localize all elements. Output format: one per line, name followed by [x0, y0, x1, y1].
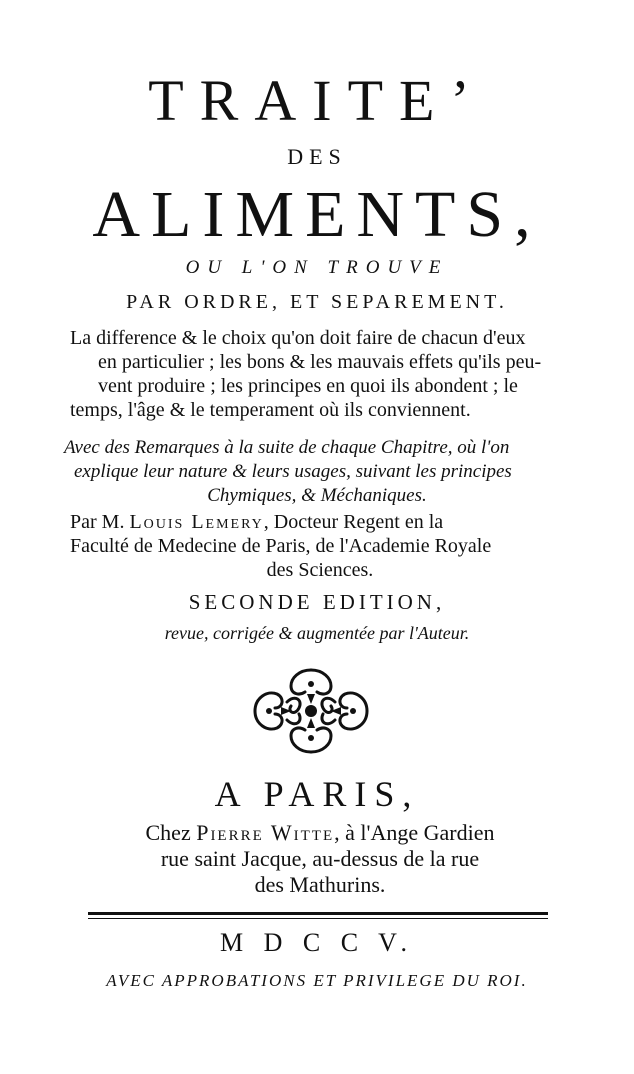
author-block	[70, 510, 570, 582]
remarks-line-1: Avec des Remarques à la suite de chaque Chapitre, où l'on	[64, 437, 510, 458]
author-name: Louis Lemery	[129, 511, 264, 533]
imprint-printer-name: Pierre Witte	[196, 820, 335, 845]
publication-year: M D C C V.	[219, 928, 415, 957]
subtitle-ou-lon-trouve: OU L'ON TROUVE	[185, 257, 449, 278]
author-line-1	[70, 510, 570, 534]
imprint-city: A PARIS,	[214, 774, 420, 814]
title-des: DES	[287, 144, 347, 169]
imprint-line-2: rue saint Jacque, au-dessus de la rue	[160, 846, 480, 871]
remarks-line-2: explique leur nature & leurs usages, suivant les principes	[74, 461, 512, 482]
imprint-suffix: , à l'Ange Gardien	[334, 820, 495, 845]
remarks-line-3: Chymiques, & Méchaniques.	[207, 485, 427, 506]
description-line-3: vent produire ; les principes en quoi ils abondent ; le	[98, 375, 518, 397]
subtitle-par-ordre: PAR ORDRE, ET SEPAREMENT.	[126, 291, 508, 313]
title-aliments: ALIMENTS,	[92, 178, 542, 251]
author-line-2: Faculté de Medecine de Paris, de l'Academie Royale	[70, 535, 492, 557]
author-suffix: , Docteur Regent en la	[263, 511, 444, 533]
description-line-1: La difference & le choix qu'on doit faire de chacun d'eux	[70, 327, 526, 349]
title-traite: TRAITE’	[148, 68, 486, 133]
author-prefix: Par M.	[70, 511, 125, 533]
divider-rule-thin	[88, 918, 548, 919]
edition-label: SECONDE EDITION,	[188, 590, 446, 614]
printer-ornament	[247, 664, 375, 758]
fleuron-icon	[247, 664, 375, 758]
edition-note: revue, corrigée & augmentée par l'Auteur.	[164, 623, 470, 643]
description-line-2: en particulier ; les bons & les mauvais effets qu'ils peu-	[98, 351, 542, 373]
description-line-4: temps, l'âge & le temperament où ils conviennent.	[70, 399, 471, 421]
description-block	[70, 326, 568, 422]
imprint-line-3: des Mathurins.	[254, 872, 386, 897]
privilege-line: AVEC APPROBATIONS ET PRIVILEGE DU ROI.	[106, 971, 528, 990]
author-line-3: des Sciences.	[266, 559, 374, 581]
remarks-block	[64, 436, 570, 508]
divider-rule-thick	[88, 912, 548, 915]
imprint-line-1	[60, 820, 580, 846]
imprint-block	[60, 820, 580, 898]
imprint-prefix: Chez	[145, 820, 191, 845]
